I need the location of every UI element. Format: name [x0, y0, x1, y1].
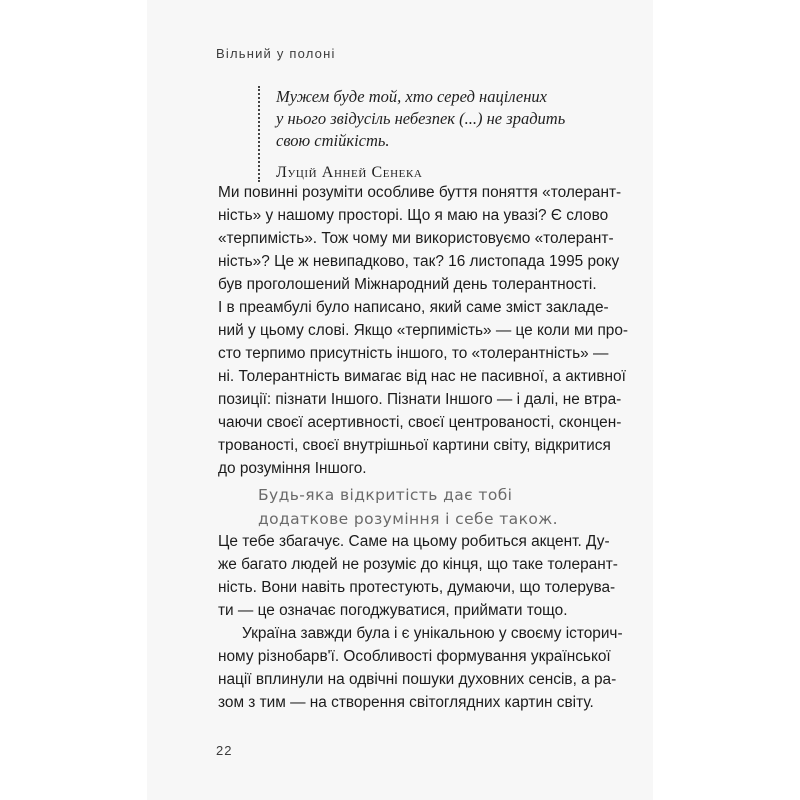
epigraph-line: Мужем буде той, хто серед націлених — [276, 87, 548, 106]
text-line: чаючи своєї асертивності, своєї центрованості, сконцен- — [218, 414, 622, 431]
pull-quote-line: Будь-яка відкритість дає тобі — [258, 486, 513, 504]
text-line: був проголошений Міжнародний день толерантності. — [218, 276, 597, 293]
epigraph-line: у нього звідусіль небезпек (...) не зрадить — [276, 109, 566, 128]
epigraph — [258, 86, 616, 182]
text-line: Це тебе збагачує. Саме на цьому робиться акцент. Ду- — [218, 533, 610, 550]
text-line: І в преамбулі було написано, який саме зміст закладе- — [218, 299, 609, 316]
text-line: нації вплинули на одвічні пошуки духовних сенсів, а ра- — [218, 671, 617, 688]
epigraph-quote — [276, 86, 616, 152]
epigraph-author: Луцій Анней Сенека — [276, 164, 423, 181]
text-line: Україна завжди була і є унікальною у своєму історич- — [242, 625, 623, 642]
text-line: зом з тим — на створення світоглядних картин світу. — [218, 694, 594, 711]
text-line: ність»? Це ж невипадково, так? 16 листопада 1995 року — [218, 253, 620, 270]
text-line: ність. Вони навіть протестують, думаючи, що толерува- — [218, 579, 616, 596]
text-line: же багато людей не розуміє до кінця, що таке толерант- — [218, 556, 618, 573]
text-line: ти — це означає погоджуватися, приймати тощо. — [218, 602, 568, 619]
text-line: ний у цьому слові. Якщо «терпимість» — це коли ми про- — [218, 322, 629, 339]
text-line: трованості, своєї внутрішньої картини світу, відкритися — [218, 437, 611, 454]
paragraph-2-3 — [218, 530, 623, 714]
text-line: ні. Толерантність вимагає від нас не пасивної, а активної — [218, 368, 626, 385]
pull-quote-line: додаткове розуміння і себе також. — [258, 510, 558, 528]
paragraph-1 — [218, 181, 629, 480]
text-line: сто терпимо присутність іншого, то «толерантність» — — [218, 345, 609, 362]
text-line: «терпимість». Тож чому ми використовуємо «толерант- — [218, 230, 614, 247]
text-line: ність» у нашому просторі. Що я маю на увазі? Є слово — [218, 207, 609, 224]
text-line: ному різнобарв'ї. Особливості формування української — [218, 648, 611, 665]
text-line: до розуміння Іншого. — [218, 460, 367, 477]
pull-quote — [258, 483, 558, 531]
running-head: Вільний у полоні — [216, 46, 336, 61]
epigraph-line: свою стійкість. — [276, 131, 390, 150]
text-line: Ми повинні розуміти особливе буття поняття «толерант- — [218, 184, 622, 201]
page-number: 22 — [216, 743, 233, 758]
text-line: позиції: пізнати Іншого. Пізнати Іншого — і далі, не втра- — [218, 391, 622, 408]
